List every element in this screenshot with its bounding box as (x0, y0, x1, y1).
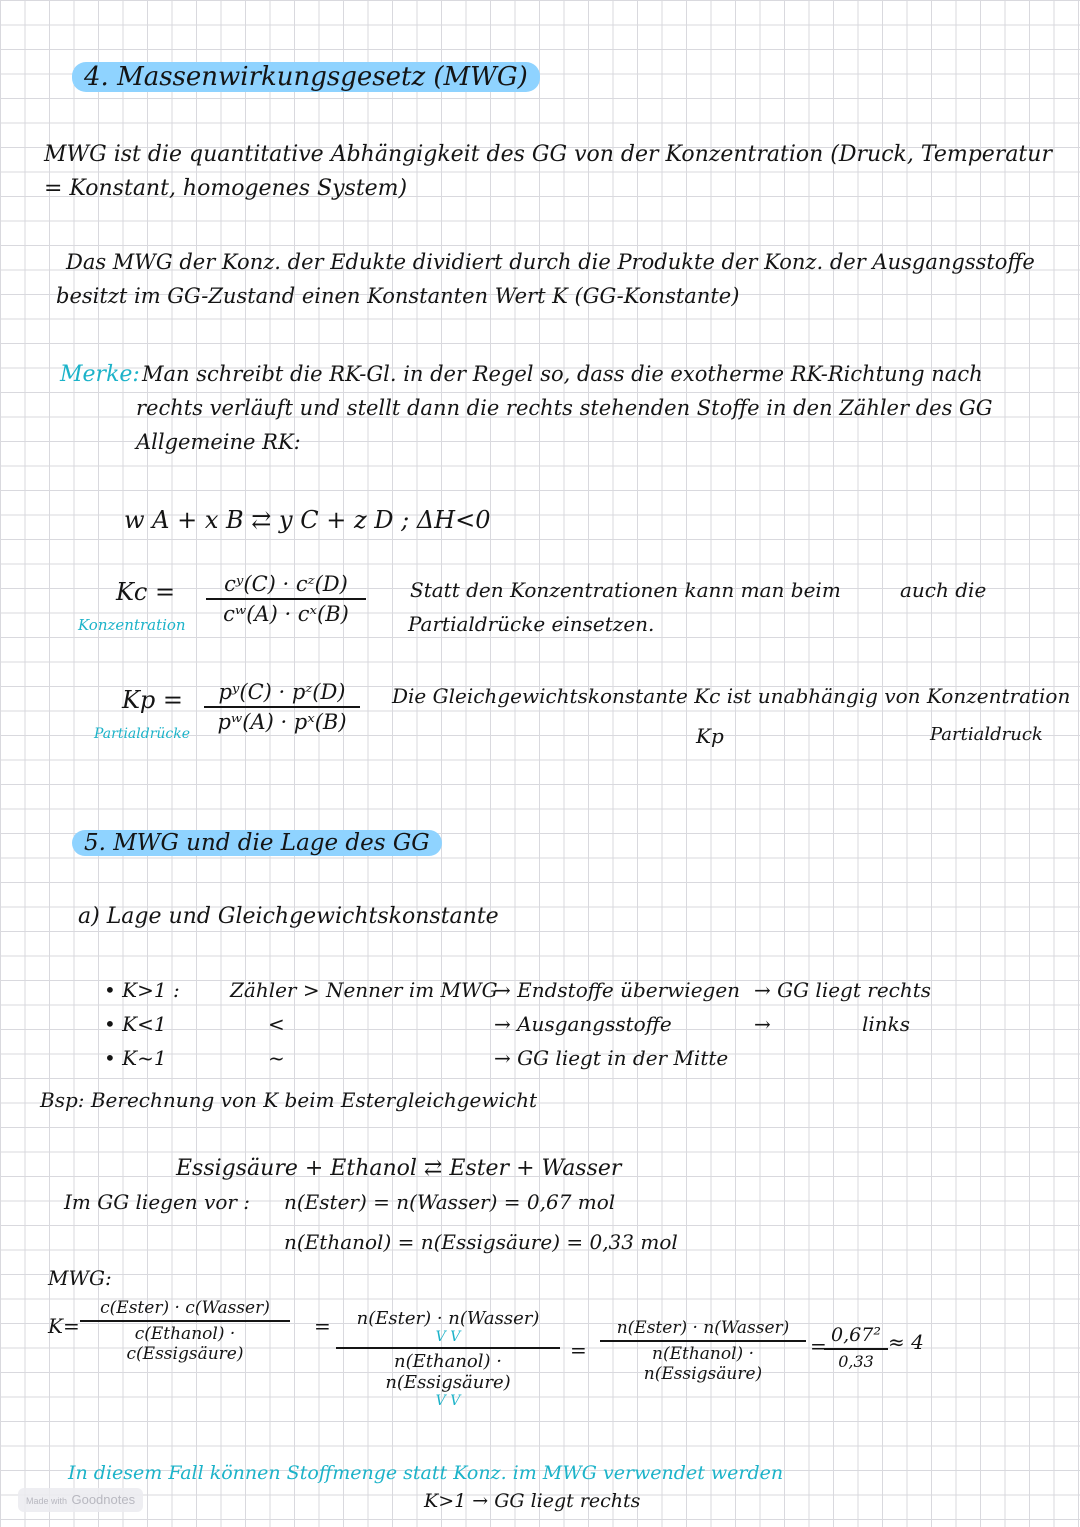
kc-denominator: cʷ(A) · cˣ(B) (223, 602, 349, 626)
kc-note: Konzentration (78, 616, 186, 634)
note-line: In diesem Fall können Stoffmenge statt Konz. im MWG verwendet werden (68, 1462, 784, 1484)
k-label: K= (48, 1314, 80, 1338)
merke-line-3: Allgemeine RK: (136, 430, 301, 454)
fraction-stoffmenge-numerator-volume: V V (435, 1329, 461, 1345)
constant-kp: Kp (696, 724, 724, 748)
definition-line-2: = Konstant, homogenes System) (44, 176, 408, 201)
kc-label: Kc = (116, 578, 176, 606)
row-2-result-2: links (862, 1012, 911, 1036)
fraction-result-numerator: 0,67² (831, 1324, 881, 1346)
equilibrium-label: Im GG liegen vor : (64, 1190, 251, 1214)
kp-fraction (204, 680, 360, 734)
row-3-rel: ~ (268, 1046, 285, 1070)
equilibrium-line-1: n(Ester) = n(Wasser) = 0,67 mol (284, 1190, 616, 1214)
fraction-simplified (600, 1318, 806, 1384)
kc-text-2: Partialdrücke einsetzen. (408, 612, 655, 636)
equilibrium-line-2: n(Ethanol) = n(Essigsäure) = 0,33 mol (284, 1230, 678, 1254)
fraction-concentration (80, 1298, 290, 1364)
kc-numerator: cʸ(C) · cᶻ(D) (224, 572, 348, 596)
equals-2: = (570, 1338, 587, 1362)
row-1-arrow: → Endstoffe überwiegen (494, 978, 741, 1002)
row-2-arrow: → Ausgangsstoffe (494, 1012, 672, 1036)
row-2-rel: < (268, 1012, 285, 1036)
mwg-explanation-line-2: besitzt im GG-Zustand einen Konstanten Wert K (GG-Konstante) (56, 284, 740, 308)
example-heading: Bsp: Berechnung von K beim Estergleichgewicht (40, 1088, 537, 1112)
goodnotes-watermark (18, 1488, 143, 1512)
fraction-stoffmenge-numerator: n(Ester) · n(Wasser) (356, 1308, 540, 1329)
mwg-label: MWG: (48, 1266, 112, 1290)
fraction-result (824, 1324, 888, 1371)
constant-text: Die Gleichgewichtskonstante Kc ist unabhängig von Konzentration (392, 684, 1071, 708)
fraction-simplified-numerator: n(Ester) · n(Wasser) (616, 1318, 790, 1338)
general-reaction: w A + x B ⇄ y C + z D ; ΔH<0 (124, 506, 491, 534)
definition-line-1: MWG ist die quantitative Abhängigkeit des GG von der Konzentration (Druck, Temperatur (44, 142, 1052, 167)
row-2-result: → (754, 1012, 771, 1036)
row-3-cond: • K~1 (104, 1046, 167, 1070)
kp-label: Kp = (122, 686, 184, 714)
kp-note: Partialdrücke (94, 726, 191, 742)
fraction-result-denominator: 0,33 (838, 1352, 874, 1371)
subsection-a: a) Lage und Gleichgewichtskonstante (78, 904, 499, 929)
row-1-cond: • K>1 : (104, 978, 180, 1002)
fraction-concentration-numerator: c(Ester) · c(Wasser) (100, 1298, 270, 1318)
section-5-heading: 5. MWG und die Lage des GG (72, 830, 442, 856)
row-1-result: → GG liegt rechts (754, 978, 932, 1002)
fraction-stoffmenge (336, 1308, 560, 1409)
ester-equation: Essigsäure + Ethanol ⇄ Ester + Wasser (176, 1156, 622, 1181)
kc-text-1b: auch die (900, 578, 987, 602)
kc-text-1: Statt den Konzentrationen kann man beim (410, 578, 841, 602)
watermark-brand: Goodnotes (71, 1492, 136, 1507)
row-1-rel: Zähler > Nenner im MWG (230, 978, 498, 1002)
conclusion-line: K>1 → GG liegt rechts (424, 1490, 641, 1512)
watermark-made-with: Made with (26, 1496, 68, 1506)
kp-numerator: pʸ(C) · pᶻ(D) (218, 680, 346, 704)
kp-denominator: pʷ(A) · pˣ(B) (217, 710, 347, 734)
fraction-stoffmenge-denominator-volume: V V (435, 1393, 461, 1409)
fraction-concentration-denominator: c(Ethanol) · c(Essigsäure) (126, 1324, 244, 1364)
kc-fraction (206, 572, 366, 626)
merke-line-1: Man schreibt die RK-Gl. in der Regel so, dass die exotherme RK-Richtung nach (142, 362, 983, 386)
constant-partialdruck: Partialdruck (930, 724, 1043, 745)
fraction-simplified-denominator: n(Ethanol) · n(Essigsäure) (643, 1344, 763, 1384)
section-4-heading: 4. Massenwirkungsgesetz (MWG) (72, 62, 540, 92)
equals-1: = (314, 1314, 331, 1338)
merke-label: Merke: (60, 362, 140, 387)
mwg-explanation-line-1: Das MWG der Konz. der Edukte dividiert durch die Produkte der Konz. der Ausgangsstoffe (66, 250, 1035, 274)
equals-3: = (810, 1334, 827, 1358)
row-2-cond: • K<1 (104, 1012, 167, 1036)
fraction-stoffmenge-denominator: n(Ethanol) · n(Essigsäure) (385, 1351, 511, 1393)
result-value: ≈ 4 (888, 1330, 924, 1354)
merke-line-2: rechts verläuft und stellt dann die rechts stehenden Stoffe in den Zähler des GG (136, 396, 993, 420)
row-3-arrow: → GG liegt in der Mitte (494, 1046, 729, 1070)
